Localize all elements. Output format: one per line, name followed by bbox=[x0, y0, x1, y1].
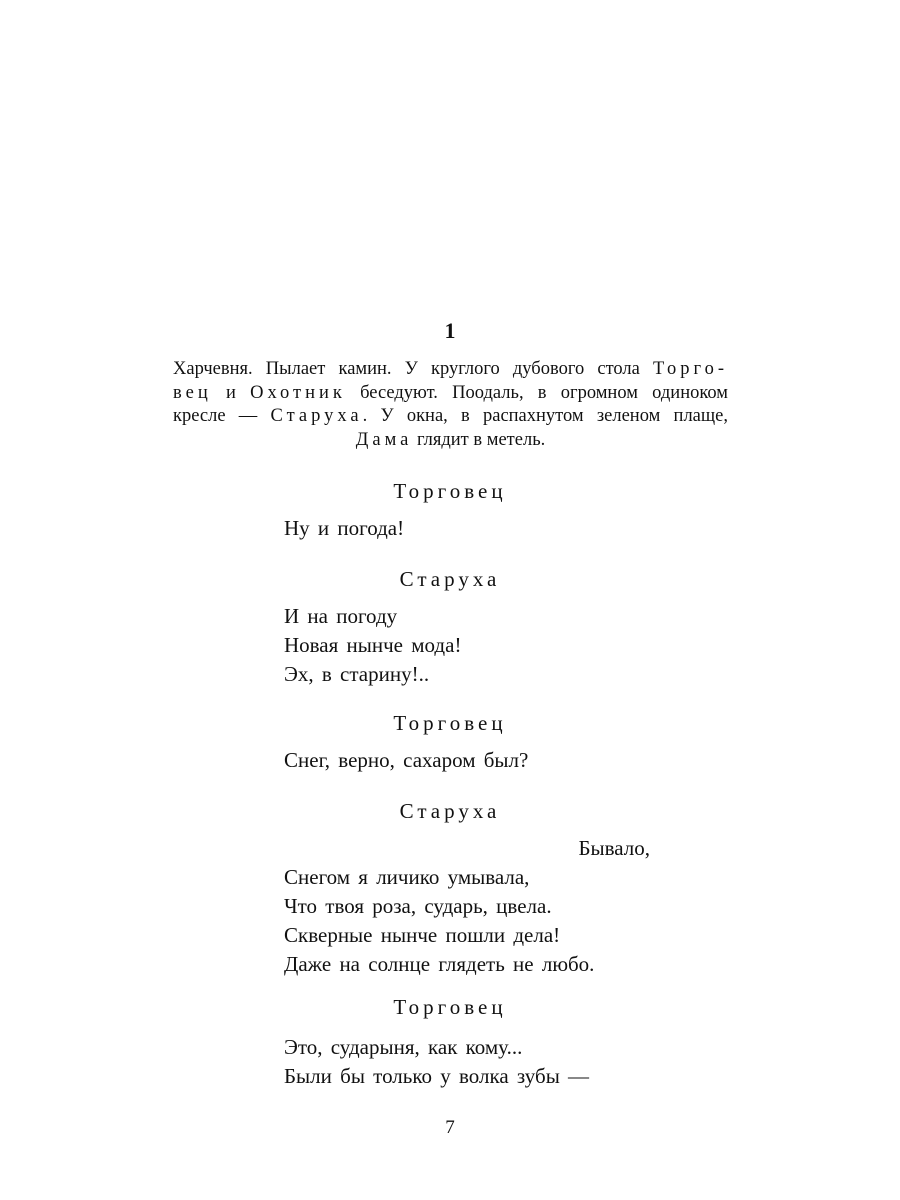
character-name-spaced: Старуха bbox=[270, 406, 363, 426]
page-number: 7 bbox=[445, 1117, 455, 1138]
verse-line: Это, сударыня, как кому... bbox=[284, 1035, 523, 1059]
scene-number: 1 bbox=[444, 318, 456, 343]
stage-text: кресле — bbox=[173, 406, 271, 426]
verse-line-indented: Бывало, bbox=[578, 836, 650, 860]
verse-line: Даже на солнце глядеть не любо. bbox=[284, 952, 595, 976]
verse-line: Снегом я личико умывала, bbox=[284, 865, 530, 889]
speaker-name: Торговец bbox=[393, 995, 507, 1019]
verse-line: Ну и погода! bbox=[284, 516, 405, 540]
verse-line: Были бы только у волка зубы — bbox=[284, 1064, 590, 1088]
stage-text: беседуют. Поодаль, в огромном одиноком bbox=[345, 382, 728, 403]
verse-line: Что твоя роза, сударь, цвела. bbox=[284, 894, 552, 918]
stage-direction-line bbox=[173, 358, 728, 382]
character-name-spaced: вец bbox=[173, 382, 212, 403]
character-name-spaced: Охотник bbox=[250, 382, 346, 403]
verse-line: Эх, в старину!.. bbox=[284, 662, 430, 686]
verse-line: Скверные нынче пошли дела! bbox=[284, 923, 561, 947]
stage-direction-line bbox=[173, 382, 728, 406]
speaker-name: Торговец bbox=[393, 479, 507, 503]
verse-line: Снег, верно, сахаром был? bbox=[284, 748, 529, 772]
speaker-name: Старуха bbox=[399, 799, 501, 823]
character-name-spaced: Торго- bbox=[653, 359, 728, 379]
stage-direction-line bbox=[173, 405, 728, 429]
verse-block bbox=[284, 1033, 664, 1091]
stage-direction-line bbox=[173, 429, 728, 453]
verse-line: Новая нынче мода! bbox=[284, 633, 462, 657]
stage-direction bbox=[173, 358, 728, 452]
verse-block bbox=[284, 746, 664, 775]
verse-block bbox=[284, 514, 664, 543]
stage-text: . У окна, в распахнутом зеленом плаще, bbox=[362, 406, 728, 426]
speaker-name: Старуха bbox=[399, 567, 501, 591]
stage-text: глядит в метель. bbox=[412, 429, 546, 450]
stage-text: Харчевня. Пылает камин. У круглого дубового стола bbox=[173, 359, 654, 379]
stage-text: и bbox=[211, 382, 251, 403]
character-name-spaced: Дама bbox=[355, 429, 413, 450]
speaker-name: Торговец bbox=[393, 711, 507, 735]
verse-line: И на погоду bbox=[284, 604, 398, 628]
verse-block bbox=[284, 602, 664, 689]
verse-block bbox=[284, 834, 664, 979]
